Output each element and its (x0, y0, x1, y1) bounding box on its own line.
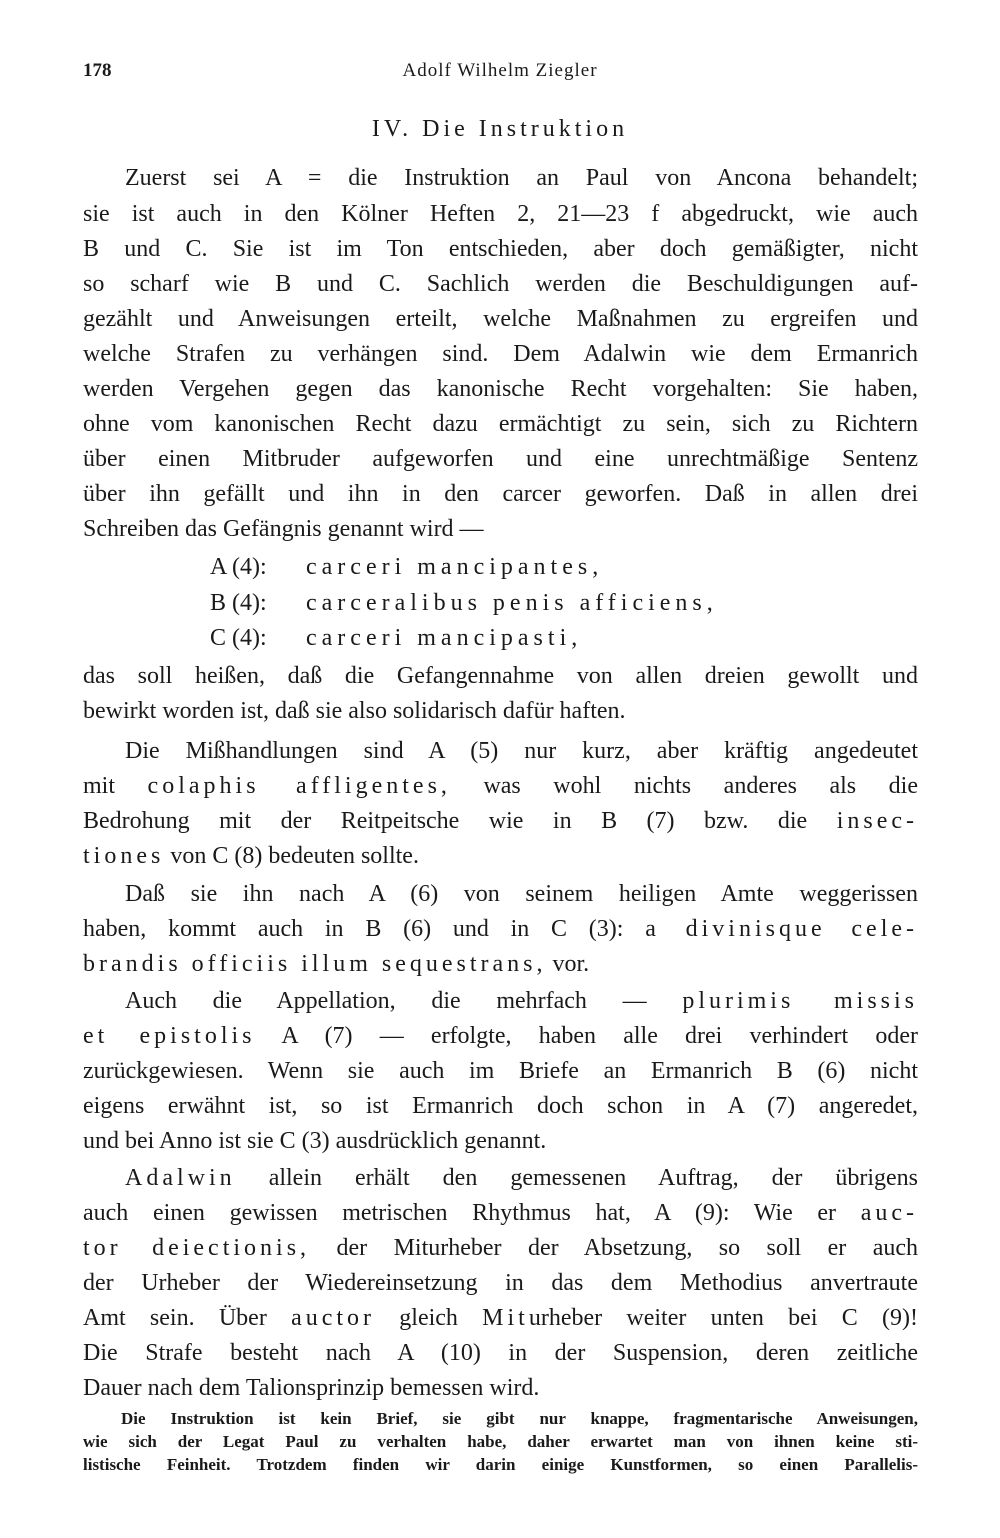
citation-text: carceri mancipantes, (306, 554, 604, 580)
text-line: Die Mißhandlungen sind A (5) nur kurz, aber kräftig angedeutet (125, 738, 918, 764)
text-run: Auch die Appellation, die mehrfach — (125, 988, 647, 1014)
text-line: ohne vom kanonischen Recht dazu ermächtigt zu sein, sich zu Richtern (83, 411, 918, 437)
text-line (83, 1018, 918, 1054)
spaced-latin: tor deiectionis, (83, 1235, 311, 1261)
text-line: Zuerst sei A = die Instruktion an Paul von Ancona behandelt; (125, 165, 918, 191)
citation-text: carceralibus penis afficiens, (306, 590, 718, 616)
text-run: Amt sein. Über (83, 1305, 267, 1331)
citation-label: C (4): (210, 625, 267, 651)
text-line (83, 946, 918, 982)
section-title: IV. Die Instruktion (371, 116, 629, 142)
text-line: eigens erwähnt ist, so ist Ermanrich doch schon in A (7) angeredet, (83, 1093, 918, 1119)
text-line (83, 768, 918, 804)
text-run: allein erhält den gemessenen Auftrag, der übrigens (268, 1165, 918, 1191)
footnote-line: wie sich der Legat Paul zu verhalten habe, daher erwartet man von ihnen keine sti- (83, 1432, 918, 1451)
text-run: auch einen gewissen metrischen Rhythmus hat, A (9): Wie er (83, 1200, 837, 1226)
text-line (83, 1230, 918, 1266)
text-run: urheber weiter unten bei C (9)! (528, 1305, 918, 1331)
text-run: A (7) — erfolgte, haben alle drei verhindert oder (281, 1023, 918, 1049)
citation-line (210, 549, 603, 585)
text-line (83, 1195, 918, 1231)
text-line (83, 1160, 918, 1196)
text-line: und bei Anno ist sie C (3) ausdrücklich genannt. (83, 1128, 547, 1154)
page-number: 178 (83, 60, 112, 81)
text-line: zurückgewiesen. Wenn sie auch im Briefe an Ermanrich B (6) nicht (83, 1058, 918, 1084)
text-line: gezählt und Anweisungen erteilt, welche Maßnahmen zu ergreifen und (83, 306, 918, 332)
text-line: werden Vergehen gegen das kanonische Recht vorgehalten: Sie haben, (83, 376, 918, 402)
spaced-latin: colaphis affligentes, (147, 773, 451, 799)
text-run: von C (8) bedeuten sollte. (170, 843, 419, 869)
text-line (83, 803, 918, 839)
text-line (83, 1300, 918, 1336)
text-line: über einen Mitbruder aufgeworfen und eine unrechtmäßige Sentenz (83, 446, 918, 472)
spaced-latin: insec- (836, 808, 918, 834)
text-line (83, 838, 918, 874)
text-line: welche Strafen zu verhängen sind. Dem Adalwin wie dem Ermanrich (83, 341, 918, 367)
running-title: Adolf Wilhelm Ziegler (402, 60, 598, 81)
text-line: der Urheber der Wiedereinsetzung in das dem Methodius anvertraute (83, 1270, 918, 1296)
text-line: B und C. Sie ist im Ton entschieden, aber doch gemäßigter, nicht (83, 236, 918, 262)
spaced-latin: plurimis missis (682, 988, 919, 1014)
citation-line (210, 620, 582, 656)
text-line: bewirkt worden ist, daß sie also solidarisch dafür haften. (83, 698, 626, 724)
footnote-line: listische Feinheit. Trotzdem finden wir darin einige Kunstformen, so einen Parallelis- (83, 1455, 918, 1474)
text-line: Die Strafe besteht nach A (10) in der Suspension, deren zeitliche (83, 1340, 918, 1366)
footnote-line: Die Instruktion ist kein Brief, sie gibt nur knappe, fragmentarische Anweisungen, (121, 1409, 918, 1428)
text-line (83, 983, 918, 1019)
text-run: gleich (399, 1305, 458, 1331)
text-line: sie ist auch in den Kölner Heften 2, 21—23 f abgedruckt, wie auch (83, 201, 918, 227)
text-line: Schreiben das Gefängnis genannt wird — (83, 516, 484, 542)
spaced-latin: a divinisque cele- (645, 916, 919, 942)
citation-label: A (4): (210, 554, 267, 580)
citation-label: B (4): (210, 590, 267, 616)
text-run: haben, kommt auch in B (6) und in C (3): (83, 916, 624, 942)
citation-line (210, 585, 718, 621)
text-line: so scharf wie B und C. Sachlich werden die Beschuldigungen auf- (83, 271, 918, 297)
spaced-latin: Adalwin (125, 1165, 236, 1191)
text-run: Bedrohung mit der Reitpeitsche wie in B (7) bzw. die (83, 808, 808, 834)
spaced-latin: auc- (860, 1200, 919, 1226)
spaced-latin: tiones (83, 843, 165, 869)
text-line (83, 911, 918, 947)
text-line: Dauer nach dem Talionsprinzip bemessen wird. (83, 1375, 540, 1401)
text-line: über ihn gefällt und ihn in den carcer geworfen. Daß in allen drei (83, 481, 918, 507)
spaced-latin: auctor (291, 1305, 376, 1331)
spaced-latin: brandis officiis illum sequestrans, (83, 951, 547, 977)
text-run: mit (83, 773, 116, 799)
citation-text: carceri mancipasti, (306, 625, 583, 651)
text-run: der Miturheber der Absetzung, so soll er auch (336, 1235, 919, 1261)
page-header (0, 60, 1000, 88)
spaced-word: Mit (482, 1305, 529, 1331)
spaced-latin: et epistolis (83, 1023, 256, 1049)
text-line: Daß sie ihn nach A (6) von seinem heiligen Amte weggerissen (125, 881, 918, 907)
text-line: das soll heißen, daß die Gefangennahme von allen dreien gewollt und (83, 663, 918, 689)
text-run: was wohl nichts anderes als die (483, 773, 918, 799)
text-run: vor. (552, 951, 590, 977)
